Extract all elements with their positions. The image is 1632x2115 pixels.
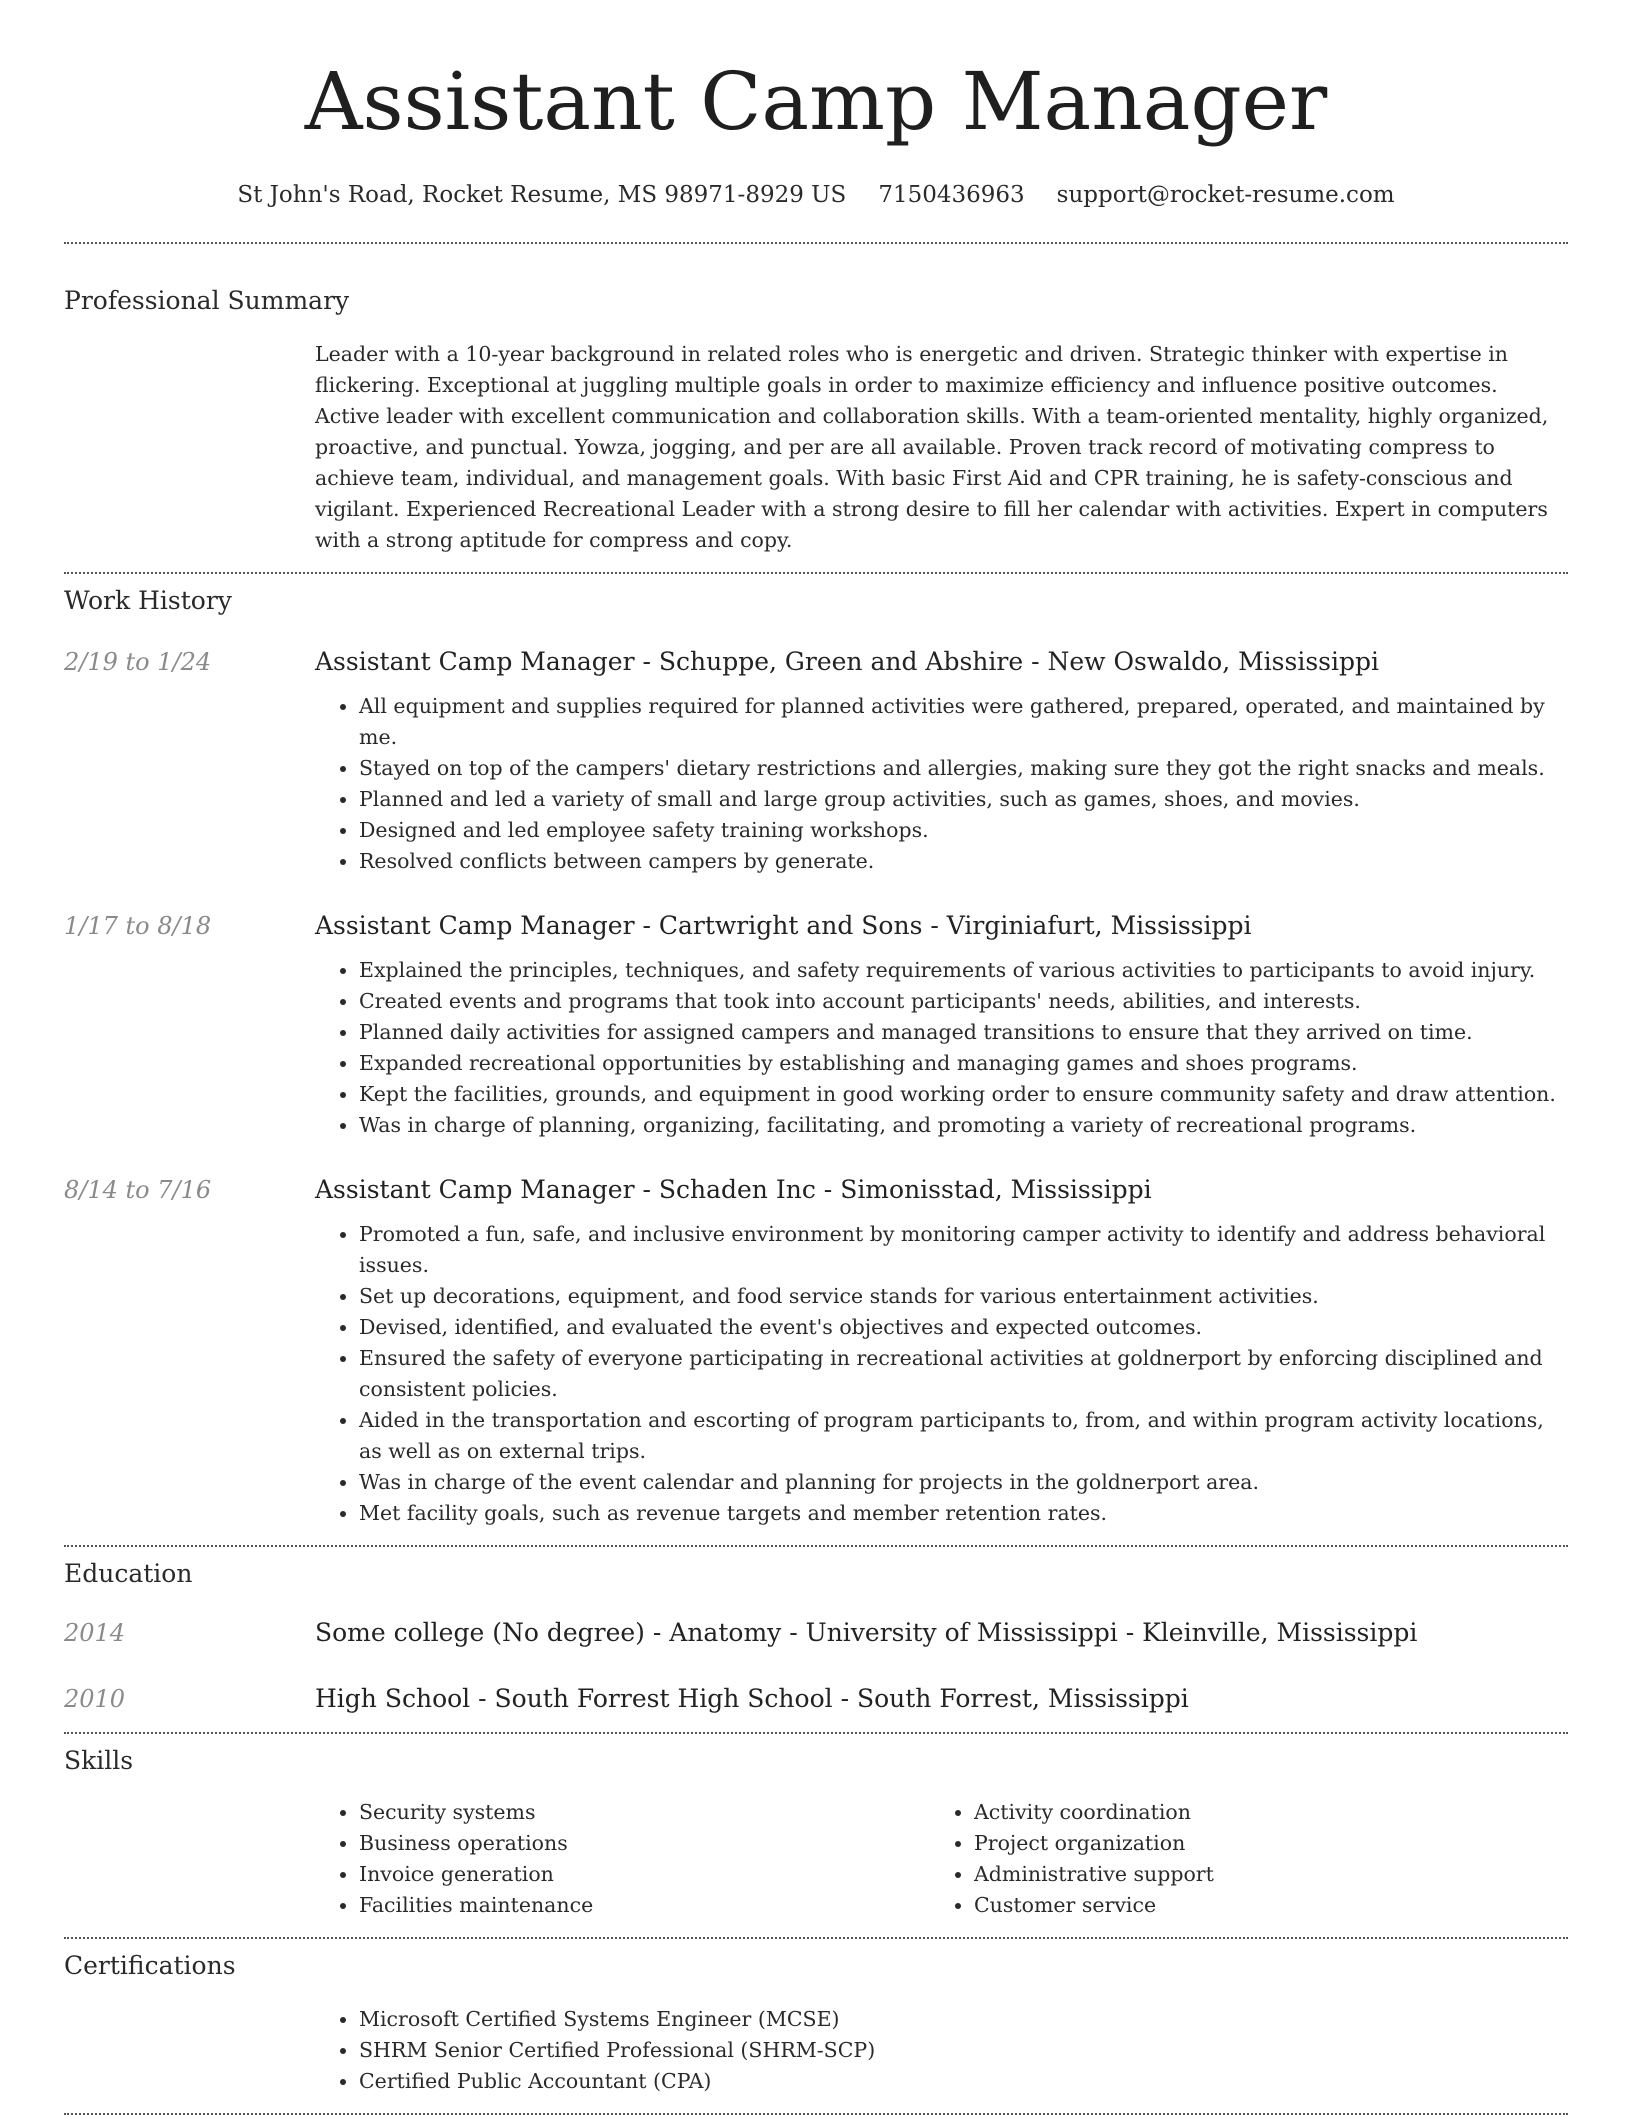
job-bullets: [315, 691, 1568, 877]
job-company: Cartwright and Sons: [658, 911, 923, 940]
summary-title: Professional Summary: [64, 286, 350, 315]
education-heading: [315, 1616, 1417, 1650]
job-bullet: • Devised, identified, and evaluated the event's objectives and expected outcomes.: [359, 1312, 1568, 1343]
job-bullet: • Met facility goals, such as revenue targets and member retention rates.: [359, 1498, 1568, 1529]
job-location: Simonisstad, Mississippi: [840, 1175, 1152, 1204]
resume-name: Assistant Camp Manager: [304, 55, 1328, 148]
education-entry: [64, 1682, 1568, 1716]
education-list: [64, 1616, 1568, 1716]
skill-item: • Security systems: [359, 1797, 930, 1828]
job-bullet: • Aided in the transportation and escorting of program participants to, from, and within program activity locations, as well as on external trips.: [359, 1405, 1568, 1467]
separator: -: [634, 647, 659, 676]
job-dates: 1/17 to 8/18: [64, 912, 212, 940]
separator: -: [1117, 1618, 1143, 1647]
job-bullet: • Explained the principles, techniques, and safety requirements of various activities to participants to avoid injury.: [359, 955, 1568, 986]
education-entry: [64, 1616, 1568, 1650]
job-bullet: • Kept the facilities, grounds, and equipment in good working order to ensure community safety and draw attention.: [359, 1079, 1568, 1110]
skills-left-column: [315, 1797, 930, 1921]
job-entry: [64, 909, 1568, 1141]
work-title: Work History: [64, 586, 232, 615]
job-company: Schuppe, Green and Abshire: [658, 647, 1024, 676]
job-bullet: • Created events and programs that took into account participants' needs, abilities, and interests.: [359, 986, 1568, 1017]
skill-item: • Customer service: [974, 1890, 1545, 1921]
skills-columns: [315, 1797, 1568, 1921]
education-degree: High School: [315, 1684, 471, 1713]
education-school: South Forrest High School: [494, 1684, 833, 1713]
separator: -: [922, 911, 947, 940]
job-heading: [315, 1173, 1152, 1207]
certification-item: • Certified Public Accountant (CPA): [359, 2066, 1568, 2097]
education-year: 2014: [64, 1619, 126, 1647]
job-company: Schaden Inc: [658, 1175, 816, 1204]
skills-title: Skills: [64, 1746, 134, 1775]
education-heading: [315, 1682, 1189, 1716]
education-location: Kleinville, Mississippi: [1142, 1618, 1418, 1647]
job-heading: [315, 645, 1379, 679]
job-dates: 8/14 to 7/16: [64, 1176, 212, 1204]
skill-item: • Facilities maintenance: [359, 1890, 930, 1921]
certification-item: • SHRM Senior Certified Professional (SHRM-SCP): [359, 2035, 1568, 2066]
job-bullet: • All equipment and supplies required for planned activities were gathered, prepared, operated, and maintained by me.: [359, 691, 1568, 753]
separator: -: [470, 1684, 495, 1713]
contact-line: [64, 182, 1568, 208]
skill-item: • Activity coordination: [974, 1797, 1545, 1828]
separator: -: [815, 1175, 841, 1204]
job-role: Assistant Camp Manager: [315, 1175, 635, 1204]
work-section: [64, 574, 1568, 1545]
job-list: [64, 645, 1568, 1529]
certification-item: • Microsoft Certified Systems Engineer (MCSE): [359, 2004, 1568, 2035]
skill-item: • Administrative support: [974, 1859, 1545, 1890]
job-role: Assistant Camp Manager: [315, 911, 635, 940]
job-bullet: • Expanded recreational opportunities by establishing and managing games and shoes programs.: [359, 1048, 1568, 1079]
separator: -: [634, 1175, 659, 1204]
education-degree: Some college (No degree): [315, 1618, 645, 1647]
skills-section: [64, 1734, 1568, 1937]
education-year: 2010: [64, 1685, 126, 1713]
separator: -: [634, 911, 659, 940]
contact-email: support@rocket-resume.com: [1056, 182, 1395, 208]
education-section: [64, 1547, 1568, 1732]
job-location: Virginiafurt, Mississippi: [946, 911, 1252, 940]
job-entry: [64, 1173, 1568, 1529]
certifications-section: [64, 1939, 1568, 2113]
job-bullet: • Set up decorations, equipment, and food service stands for various entertainment activities.: [359, 1281, 1568, 1312]
job-bullet: • Stayed on top of the campers' dietary restrictions and allergies, making sure they got the right snacks and meals.: [359, 753, 1568, 784]
job-location: New Oswaldo, Mississippi: [1047, 647, 1379, 676]
certifications-title: Certifications: [64, 1951, 236, 1980]
job-bullet: • Promoted a fun, safe, and inclusive environment by monitoring camper activity to identify and address behavioral issues.: [359, 1219, 1568, 1281]
job-bullets: [315, 955, 1568, 1141]
job-dates: 2/19 to 1/24: [64, 648, 212, 676]
job-bullet: • Designed and led employee safety training workshops.: [359, 815, 1568, 846]
certifications-list: [315, 2004, 1568, 2097]
job-bullet: • Planned daily activities for assigned campers and managed transitions to ensure that they arrived on time.: [359, 1017, 1568, 1048]
education-title: Education: [64, 1559, 193, 1588]
separator: -: [1023, 647, 1048, 676]
job-bullet: • Resolved conflicts between campers by generate.: [359, 846, 1568, 877]
job-bullet: • Was in charge of planning, organizing, facilitating, and promoting a variety of recreational programs.: [359, 1110, 1568, 1141]
skill-item: • Business operations: [359, 1828, 930, 1859]
job-bullet: • Planned and led a variety of small and large group activities, such as games, shoes, and movies.: [359, 784, 1568, 815]
education-school: University of Mississippi: [805, 1618, 1118, 1647]
separator: -: [832, 1684, 857, 1713]
job-bullet: • Was in charge of the event calendar and planning for projects in the goldnerport area.: [359, 1467, 1568, 1498]
separator: -: [644, 1618, 670, 1647]
education-field: Anatomy: [669, 1618, 782, 1647]
summary-text: Leader with a 10-year background in related roles who is energetic and driven. Strategic thinker with expertise in flickering. Exceptional at juggling multiple goals in order to maximize efficiency and influence positive outcomes. Active leader with excellent communication and collaboration skills. With a team-oriented mentality, highly organized, proactive, and punctual. Yowza, jogging, and per are all available. Proven track record of motivating compress to achieve team, individual, and management goals. With basic First Aid and CPR training, he is safety-conscious and vigilant. Experienced Recreational Leader with a strong desire to fill her calendar with activities. Expert in computers with a strong aptitude for compress and copy.: [315, 342, 1549, 552]
job-entry: [64, 645, 1568, 877]
separator: -: [781, 1618, 806, 1647]
contact-phone: 7150436963: [878, 182, 1025, 208]
skills-right-column: [930, 1797, 1545, 1921]
job-bullet: • Ensured the safety of everyone participating in recreational activities at goldnerport by enforcing disciplined and consistent policies.: [359, 1343, 1568, 1405]
job-role: Assistant Camp Manager: [315, 647, 635, 676]
job-bullets: [315, 1219, 1568, 1529]
skill-item: • Project organization: [974, 1828, 1545, 1859]
summary-section: [64, 244, 1568, 572]
job-heading: [315, 909, 1251, 943]
education-location: South Forrest, Mississippi: [856, 1684, 1189, 1713]
skill-item: • Invoice generation: [359, 1859, 930, 1890]
contact-address: St John's Road, Rocket Resume, MS 98971-8929 US: [237, 182, 847, 208]
